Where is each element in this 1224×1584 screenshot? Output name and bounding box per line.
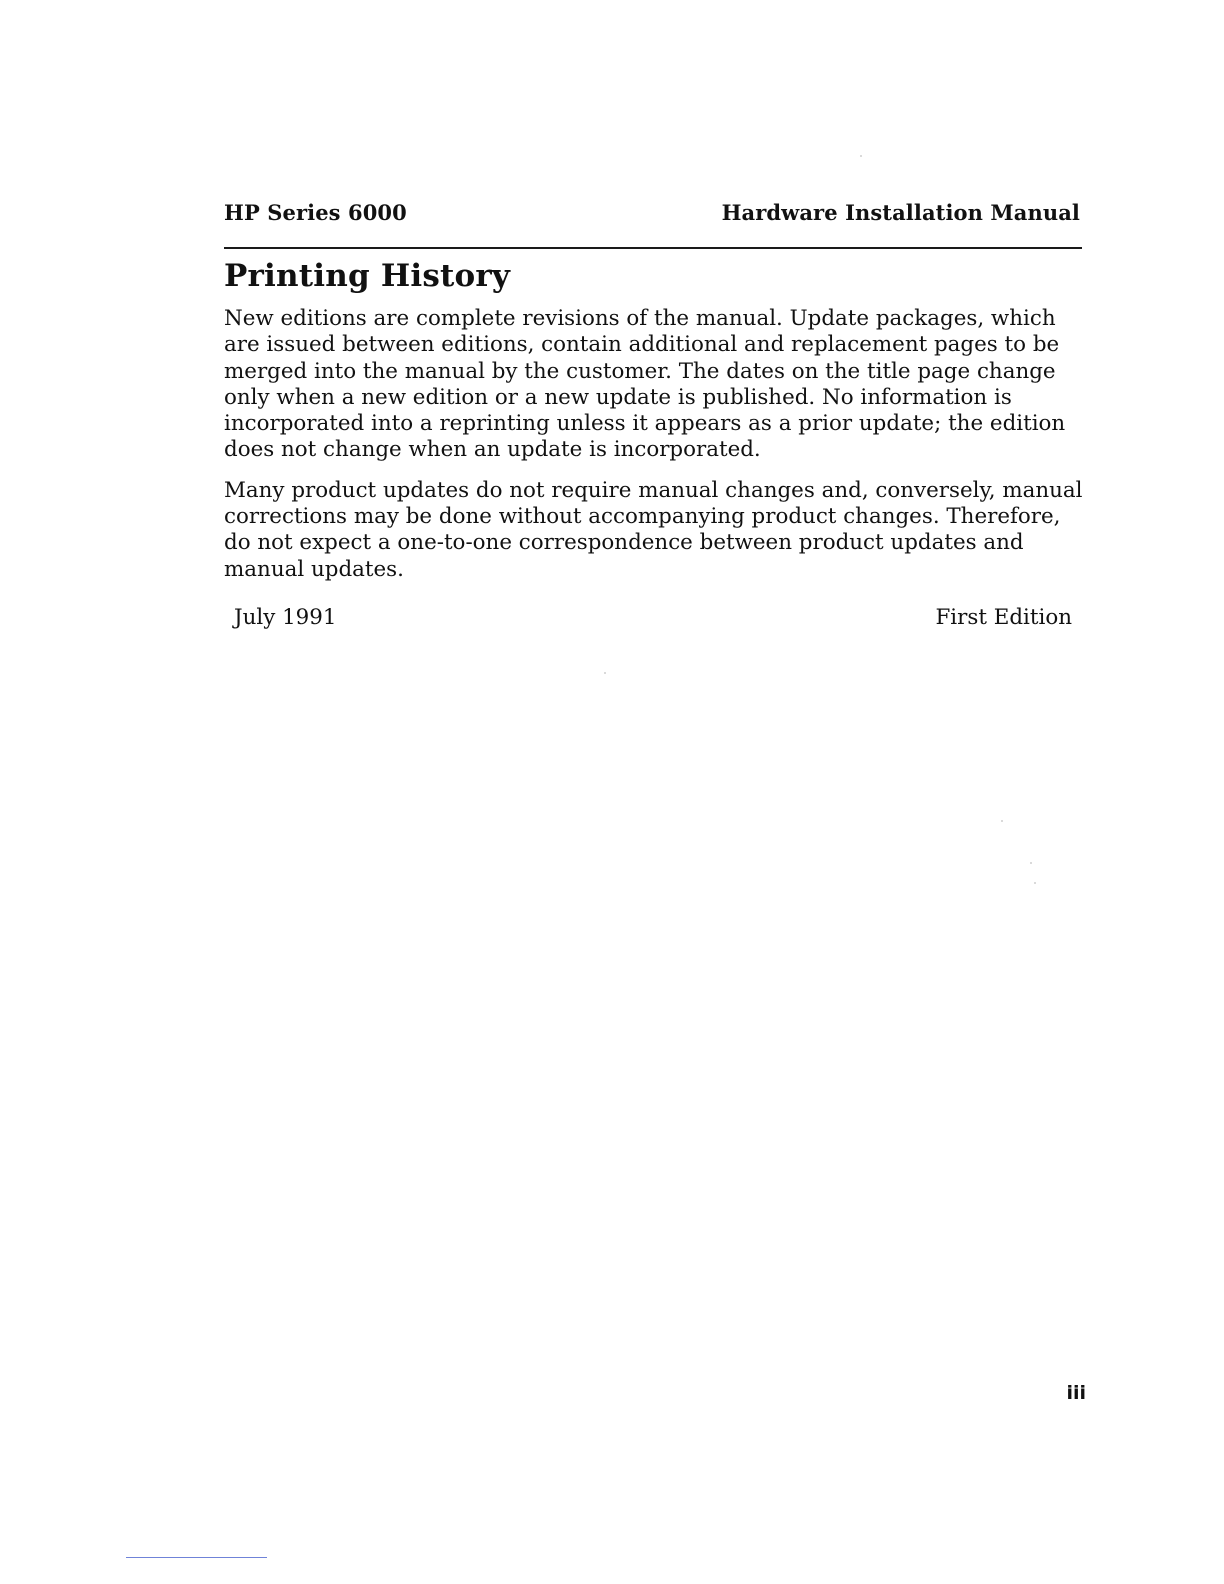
scan-speck — [860, 155, 862, 157]
paragraph-updates: Many product updates do not require manual changes and, conversely, manual corrections may be done without accompanying product changes. Therefore, do not expect a one-to-one correspondence between product updates and manual updates. — [224, 477, 1083, 582]
scan-speck — [1001, 820, 1003, 822]
paragraph-editions: New editions are complete revisions of the manual. Update packages, which are issued between editions, contain additional and replacement pages to be merged into the manual by the customer. The dates on the title page change only when a new edition or a new update is published. No information is incorporated into a reprinting unless it appears as a prior update; the edition does not change when an update is incorporated. — [224, 306, 1066, 463]
edition-row — [234, 604, 1072, 632]
header-divider — [224, 247, 1082, 249]
header-manual-title: Hardware Installation Manual — [721, 200, 1080, 225]
scan-artifact-line — [126, 1557, 267, 1558]
scan-speck — [1030, 862, 1032, 864]
edition-date: July 1991 — [234, 605, 337, 630]
header-product: HP Series 6000 — [224, 200, 407, 225]
running-header — [224, 200, 1080, 230]
scan-speck — [1034, 882, 1036, 884]
edition-label: First Edition — [935, 605, 1072, 630]
body-text — [224, 306, 1084, 597]
page-number: iii — [1066, 1382, 1086, 1404]
scan-speck — [604, 672, 606, 674]
page-title: Printing History — [224, 258, 511, 294]
